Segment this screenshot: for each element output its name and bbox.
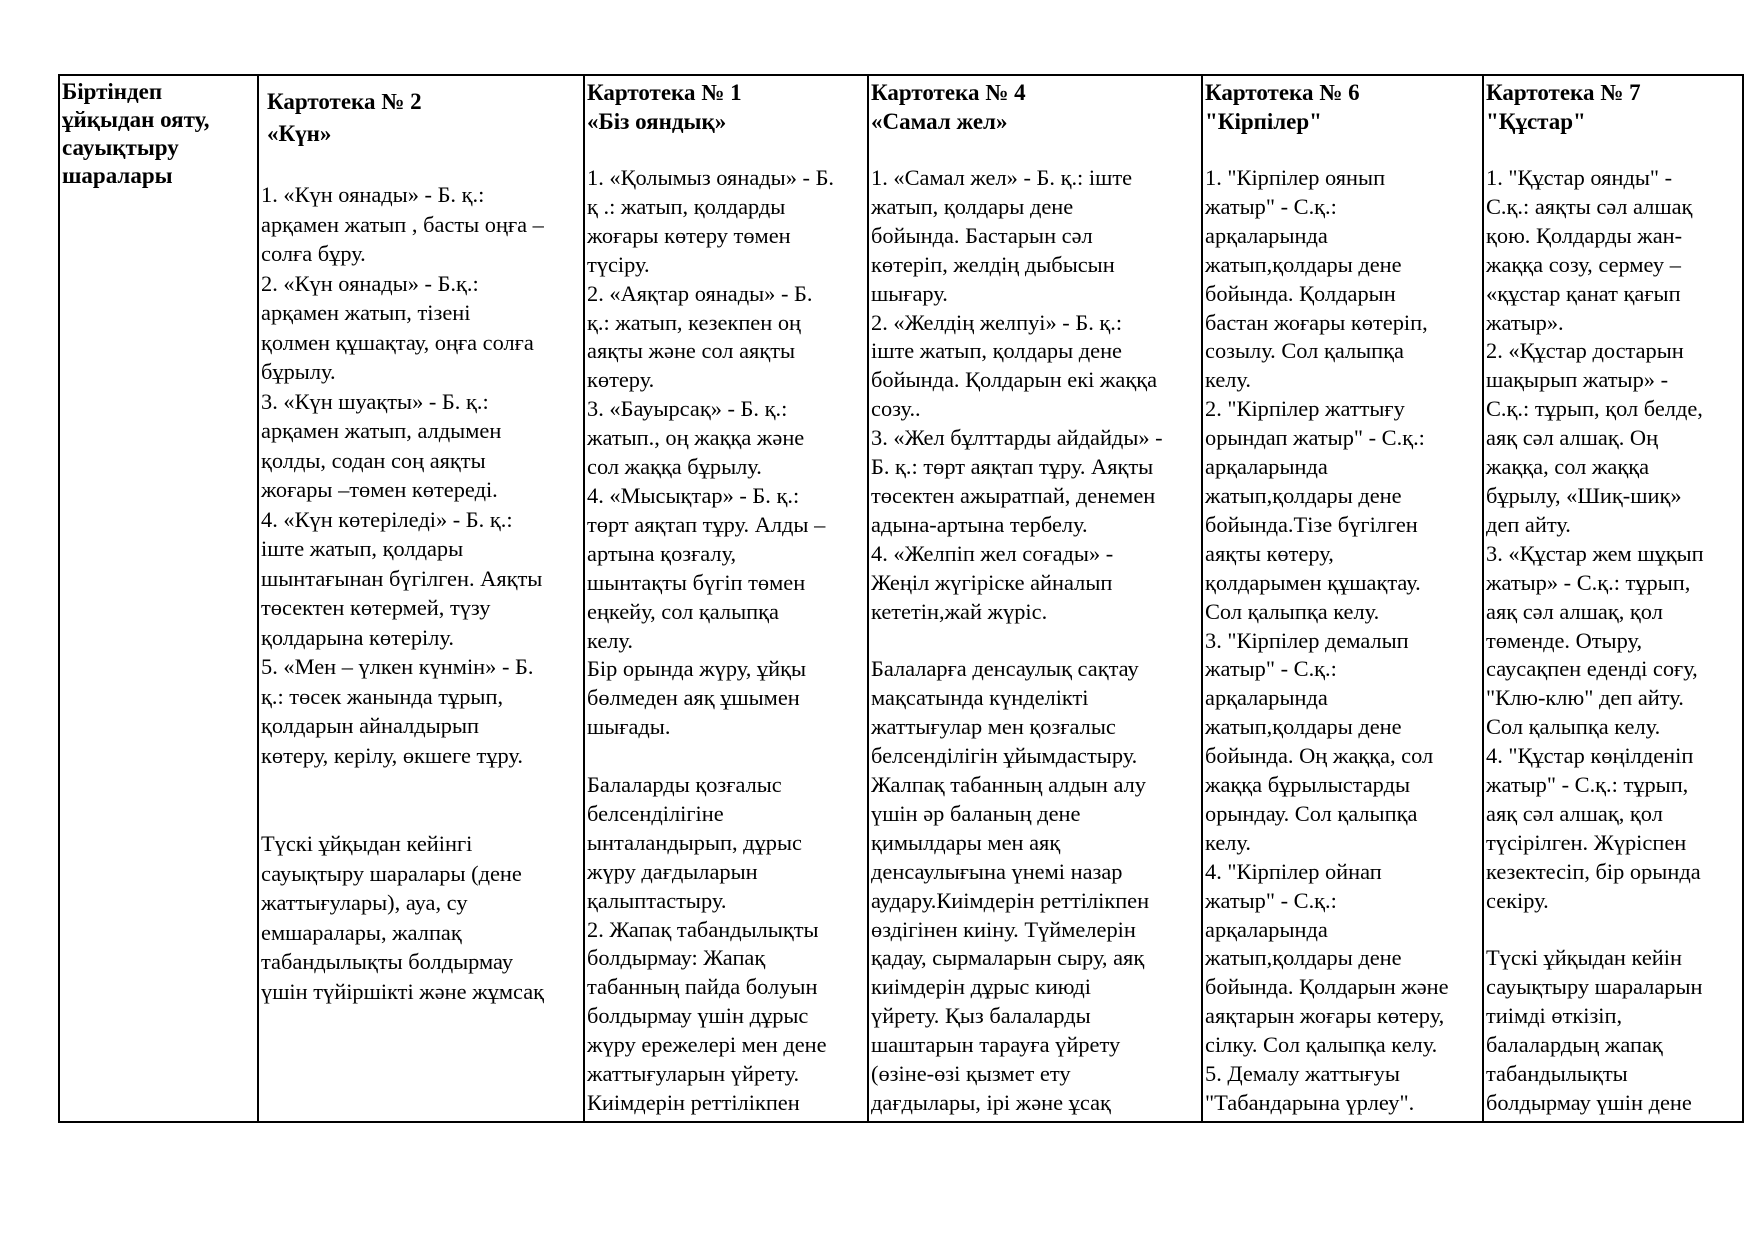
row-label-cell xyxy=(59,75,258,1122)
card-heading: Картотека № 6 "Кірпілер" xyxy=(1205,80,1360,134)
card-body: 1. "Кірпілер оянып жатыр" - С.қ.: арқаларында жатып,қолдары дене бойында. Қолдарын бастан жоғары көтеріп, созылу. Сол қалыпқа келу. 2. "Кірпілер жаттығу орындап жатыр" - С.қ.: арқаларында жатып,қолдары дене бойында.Тізе бүгілген аяқты көтеру, қолдарымен құшақтау. Сол қалыпқа келу. 3. "Кірпілер демалып жатыр" - С.қ.: арқаларында жатып,қолдары дене бойында. Оң жаққа, сол жаққа бұрылыстарды орындау. Сол қалыпқа келу. 4. "Кірпілер ойнап жатыр" - С.қ.: арқаларында жатып,қолдары дене бойында. Қолдарын және аяқтарын жоғары көтеру, сілку. Сол қалыпқа келу. 5. Демалу жаттығуы "Табандарына үрлеу". xyxy=(1205,165,1449,1115)
card-heading: Картотека № 4 «Самал жел» xyxy=(871,80,1026,134)
card-column-7 xyxy=(1483,75,1743,1122)
schedule-table xyxy=(58,74,1744,1123)
card-column-2 xyxy=(258,75,584,1122)
card-body: 1. «Күн оянады» - Б. қ.: арқамен жатып , басты оңға – солға бұру. 2. «Күн оянады» - Б.қ.: арқамен жатып, тізені қолмен құшақтау, оңға солға бұрылу. 3. «Күн шуақты» - Б. қ.: арқамен жатып, алдымен қолды, содан соң аяқты жоғары –төмен көтереді. 4. «Күн көтеріледі» - Б. қ.: іште жатып, қолдары шынтағынан бүгілген. Аяқты төсектен көтермей, түзу қолдарына көтерілу. 5. «Мен – үлкен күнмін» - Б. қ.: төсек жанында тұрып, қолдарын айналдырып көтеру, керілу, өкшеге тұру. Түскі ұйқыдан кейінгі сауықтыру шаралары (дене жаттығулары), ауа, су емшаралары, жалпақ табандылықты болдырмау үшін түйіршікті және жұмсақ xyxy=(261,182,545,1004)
card-column-1 xyxy=(584,75,868,1122)
row-label: Біртіндеп ұйқыдан ояту, сауықтыру шаралары xyxy=(62,79,210,188)
card-heading: Картотека № 7 "Құстар" xyxy=(1486,80,1641,134)
card-body: 1. «Самал жел» - Б. қ.: іште жатып, қолдары дене бойында. Бастарын сәл көтеріп, желдің дыбысын шығару. 2. «Желдің желпуі» - Б. қ.: іште жатып, қолдары дене бойында. Қолдарын екі жаққа созу.. 3. «Жел бұлттарды айдайды» - Б. қ.: төрт аяқтап тұру. Аяқты төсектен ажыратпай, денемен адына-артына тербелу. 4. «Желпіп жел соғады» - Жеңіл жүгіріске айналып кететін,жай жүріс. Балаларға денсаулық сақтау мақсатында күнделікті жаттығулар мен қозғалыс белсенділігін ұйымдастыру. Жалпақ табанның алдын алу үшін әр баланың дене қимылдары мен аяқ денсаулығына үнемі назар аудару.Киімдерін реттілікпен өздігінен киіну. Түймелерін қадау, сырмаларын сыру, аяқ киімдерін дұрыс киюді үйрету. Қыз балаларды шаштарын тарауға үйрету (өзіне-өзі қызмет ету дағдылары, ірі және ұсақ xyxy=(871,165,1163,1115)
card-heading: Картотека № 2 «Күн» xyxy=(267,89,422,146)
card-body: 1. "Құстар оянды" - С.қ.: аяқты сәл алшақ қою. Қолдарды жан- жаққа созу, сермеу – «құстар қанат қағып жатыр». 2. «Құстар достарын шақырып жатыр» - С.қ.: тұрып, қол белде, аяқ сәл алшақ. Оң жаққа, сол жаққа бұрылу, «Шиқ-шиқ» деп айту. 3. «Құстар жем шұқып жатыр» - С.қ.: тұрып, аяқ сәл алшақ, қол төменде. Отыру, саусақпен еденді соғу, "Клю-клю" деп айту. Сол қалыпқа келу. 4. "Құстар көңілденіп жатыр" - С.қ.: тұрып, аяқ сәл алшақ, қол түсірілген. Жүріспен кезектесіп, бір орында секіру. Түскі ұйқыдан кейін сауықтыру шараларын тиімді өткізіп, балалардың жапақ табандылықты болдырмау үшін дене xyxy=(1486,165,1704,1115)
card-column-4 xyxy=(868,75,1202,1122)
table-row xyxy=(59,75,1743,1122)
card-column-6 xyxy=(1202,75,1483,1122)
card-heading: Картотека № 1 «Біз ояндық» xyxy=(587,80,742,134)
card-body: 1. «Қолымыз оянады» - Б. қ .: жатып, қолдарды жоғары көтеру төмен түсіру. 2. «Аяқтар оянады» - Б. қ.: жатып, кезекпен оң аяқты және сол аяқты көтеру. 3. «Бауырсақ» - Б. қ.: жатып., оң жаққа және сол жаққа бұрылу. 4. «Мысықтар» - Б. қ.: төрт аяқтап тұру. Алды – артына қозғалу, шынтақты бүгіп төмен еңкейу, сол қалыпқа келу. Бір орында жүру, ұйқы бөлмеден аяқ ұшымен шығады. Балаларды қозғалыс белсенділігіне ынталандырып, дұрыс жүру дағдыларын қалыптастыру. 2. Жапақ табандылықты болдырмау: Жапақ табанның пайда болуын болдырмау үшін дұрыс жүру ережелері мен дене жаттығуларын үйрету. Киімдерін реттілікпен xyxy=(587,165,835,1115)
